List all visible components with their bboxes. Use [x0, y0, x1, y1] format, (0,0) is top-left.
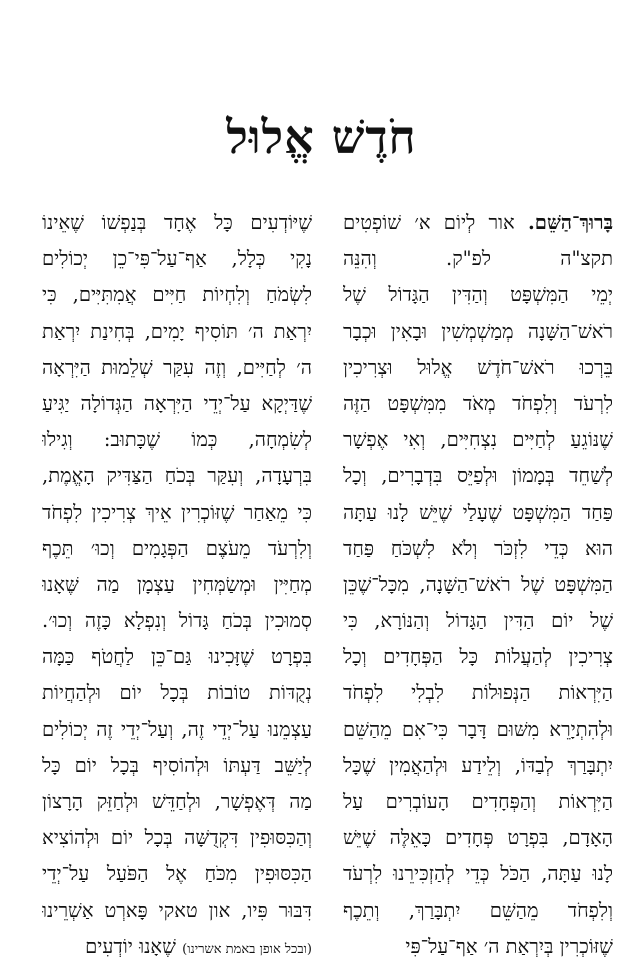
- right-text-column: [343, 205, 613, 965]
- text-line: [343, 603, 613, 639]
- text-line: [343, 820, 613, 856]
- line-text: מַה דְּאֶפְשָׁר, וּלְחַדֵּשׁ וּלְחַזֵּק הָרָצוֹן: [42, 790, 312, 813]
- line-text: שֶׁיּוֹדְעִים כָּל אֶחָד בְּנַפְשׁוֹ שֶׁאֵינוֹ: [42, 211, 312, 234]
- line-text: יִתְבָּרַךְ לְבַדּוֹ, וְלֵידַע וּלְהַאֲמִין שֶׁכָּל: [343, 753, 613, 777]
- line-text: צְרִיכִין לְהַעֲלוֹת כָּל הַפְּחָדִים וְכָל: [343, 645, 613, 669]
- line-text: רֹאשׁ־הַשָּׁנָה מְמַשְׁמְשִׁין וּבָאִין וּכְבָר: [343, 319, 613, 343]
- line-text: וְהַכִּסּוּפִין דִּקְדֻשָּׁה בְּכָל יוֹם וּלְהוֹצִיא: [42, 826, 312, 850]
- text-line: [42, 748, 312, 784]
- text-line: [343, 712, 613, 748]
- text-line: [42, 603, 312, 639]
- line-text: סְמוּכִין בְּכֹחַ גָּדוֹל וְנִפְלָא כָּזֶה וְכוּ׳.: [42, 609, 312, 633]
- text-line: [343, 314, 613, 350]
- text-line: [343, 748, 613, 784]
- line-text: נָקִי כְּלָל, אַף־עַל־פִּי־כֵן יְכוֹלִים: [42, 247, 312, 271]
- line-text: בִּרְעָדָה, וְעִקַּר בְּכֹחַ הַצַּדִּיק הָאֱמֶת,: [42, 464, 312, 488]
- text-line: [42, 458, 312, 494]
- line-text: בִּפְרָט שֶׁזָּכִינוּ גַּם־כֵּן לַחֲטֹף כַּמָּה: [42, 645, 312, 669]
- line-text: הַיִּרְאוֹת וְהַפְּחָדִים הָעוֹבְרִים עַל: [343, 790, 613, 813]
- text-line: [42, 205, 312, 241]
- text-line: [42, 567, 312, 603]
- line-text: שֶׁדַּיְקָא עַל־יְדֵי הַיִּרְאָה הַגְּדוֹלָה יַגִּיעַ: [42, 391, 312, 415]
- text-line: [42, 277, 312, 313]
- line-text: לְשִׂמְחָה, כְּמוֹ שֶׁכָּתוּב: וְגִילוּ: [42, 428, 312, 452]
- text-line: [42, 314, 312, 350]
- text-line: [343, 205, 613, 241]
- text-line: [343, 422, 613, 458]
- left-text-column: [42, 205, 312, 965]
- text-line: [42, 531, 312, 567]
- line-text: שֶׁנּוֹגֵעַ לְחַיִּים נִצְחִיִּים, וְאִי אֶפְשָׁר: [343, 428, 613, 452]
- line-text: יְמֵי הַמִּשְׁפָּט וְהַדִּין הַגָּדוֹל שֶׁל: [343, 283, 613, 307]
- line-text: הַמִּשְׁפָּט שֶׁל רֹאשׁ־הַשָּׁנָה, מִכָּל־שֶׁכֵּן: [343, 572, 613, 596]
- page-title: חֹדֶשׁ אֱלוּל: [226, 110, 417, 164]
- text-line: [343, 675, 613, 711]
- line-text: בֵּרְכוּ רֹאשׁ־חֹדֶשׁ אֱלוּל וּצְרִיכִין: [343, 355, 613, 379]
- text-line: [343, 567, 613, 603]
- line-text: לְשַׁחֵד בְּמָמוֹן וּלְפַיֵּס בִּדְבָרִים, וְכָל: [343, 464, 613, 488]
- text-line: [42, 893, 312, 929]
- text-line: [42, 675, 312, 711]
- line-text: לְיַשֵּׁב דַּעְתּוֹ וּלְהוֹסִיף בְּכָל יוֹם כָּל: [42, 753, 312, 777]
- line-text: לִשְׂמֹחַ וְלִחְיוֹת חַיִּים אֲמִתִּיִּים, כִּי: [42, 283, 312, 307]
- text-line: [343, 784, 613, 820]
- line-text: פַּחַד הַמִּשְׁפָּט שֶׁעָלַי שֶׁיֵּשׁ לָנוּ עַתָּה: [343, 500, 613, 524]
- text-line: [343, 241, 613, 277]
- line-text: עַצְמֵנוּ עַל־יְדֵי זֶה, וְעַל־יְדֵי זֶה יְכוֹלִים: [42, 717, 312, 741]
- text-line: [42, 386, 312, 422]
- line-text: לָנוּ עַתָּה, הַכֹּל כְּדֵי לְהַזְכִּירֵנוּ לִרְעֹד: [343, 862, 613, 886]
- line-text: יִרְאַת ה׳ תּוֹסִיף יָמִים, בְּחִינַת יִרְאַת: [42, 319, 312, 343]
- parenthetical-note: (ובכל אופן באמת אשרינו): [182, 941, 312, 957]
- text-line: [42, 820, 312, 856]
- line-text: נְקֻדּוֹת טוֹבוֹת בְּכָל יוֹם וּלְהַחֲיוֹת: [42, 681, 312, 705]
- line-text: שֶׁאָנוּ יוֹדְעִים: [85, 934, 183, 958]
- line-text: כִּי מֵאַחַר שֶׁזּוֹכְרִין אֵיךְ צְרִיכִין לִפְחֹד: [42, 500, 312, 524]
- text-line: [42, 856, 312, 892]
- line-text: שֶׁל יוֹם הַדִּין הַגָּדוֹל וְהַנּוֹרָא, כִּי: [343, 609, 613, 633]
- line-text: לִרְעֹד וְלִפְחֹד מְאֹד מִמִּשְׁפָּט הַזֶּה: [343, 391, 613, 415]
- line-text: וְלִרְעֹד מֵעֹצֶם הַפְּגָמִים וְכוּ׳ תֵּכֶף: [42, 536, 312, 560]
- line-text: שֶׁזּוֹכְרִין בְּיִרְאַת ה׳ אַף־עַל־פִּי: [405, 934, 613, 958]
- text-line: [343, 893, 613, 929]
- text-line: [42, 241, 312, 277]
- text-line: [42, 784, 312, 820]
- text-line: [343, 856, 613, 892]
- line-text: אור לְיוֹם א׳ שׁוֹפְטִים: [343, 211, 528, 234]
- text-line: [42, 929, 312, 965]
- text-line: [42, 639, 312, 675]
- text-line: [343, 350, 613, 386]
- text-line: [42, 350, 312, 386]
- line-text: דִּבּוּר פִּיו, און טאקי פָּארְט אַשְׁרֵינוּ: [42, 898, 312, 922]
- line-text: תקצ"ה לפ"ק. וְהִנֵּה: [343, 247, 613, 271]
- text-line: [343, 458, 613, 494]
- text-line: [343, 277, 613, 313]
- line-text: הָאָדָם, בִּפְרָט פְּחָדִים כָּאֵלֶּה שֶׁיֵּשׁ: [343, 826, 613, 850]
- bold-opening-phrase: בָּרוּךְ־הַשֵּׁם.: [528, 211, 613, 234]
- line-text: הַיִּרְאוֹת הַנְּפוּלוֹת לִבְלִי לִפְחֹד: [343, 681, 613, 705]
- text-line: [343, 531, 613, 567]
- line-text: הַכִּסּוּפִין מִכֹּחַ אֶל הַפֹּעַל עַל־יְדֵי: [42, 862, 312, 886]
- line-text: הוּא כְּדֵי לִזְכֹּר וְלֹא לִשְׁכֹּחַ פַּחַד: [343, 536, 613, 560]
- text-line: [343, 929, 613, 965]
- text-line: [42, 495, 312, 531]
- line-text: מְחַיִּין וּמְשַׂמְּחִין עַצְמָן מַה שֶּׁאָנוּ: [42, 572, 312, 596]
- line-text: ה׳ לְחַיִּים, וְזֶה עִקַּר שְׁלֵמוּת הַיִּרְאָה: [42, 355, 312, 379]
- text-line: [343, 386, 613, 422]
- line-text: וּלְהִתְיָרֵא מִשּׁוּם דָּבָר כִּי־אִם מֵהַשֵּׁם: [343, 717, 613, 741]
- text-line: [42, 422, 312, 458]
- text-line: [343, 639, 613, 675]
- line-text: וְלִפְחֹד מֵהַשֵּׁם יִתְבָּרַךְ, וְתֵכֶף: [343, 898, 613, 922]
- text-line: [42, 712, 312, 748]
- text-line: [343, 495, 613, 531]
